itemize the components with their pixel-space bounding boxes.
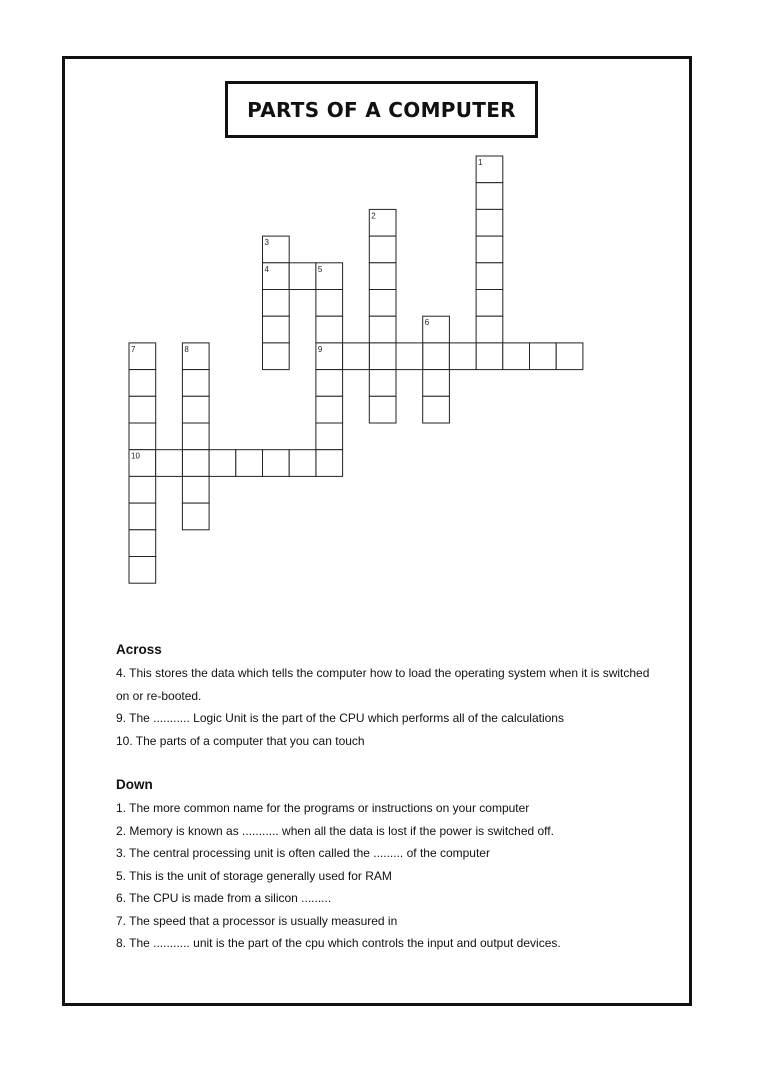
down-heading: Down (116, 777, 153, 792)
crossword-cell[interactable] (476, 343, 503, 370)
crossword-cell[interactable] (182, 450, 209, 477)
across-clue: 9. The ........... Logic Unit is the part of the CPU which performs all of the calculations (116, 711, 564, 725)
crossword-cell[interactable] (236, 450, 263, 477)
crossword-cell[interactable] (476, 263, 503, 290)
cell-number: 3 (264, 238, 269, 248)
crossword-cell[interactable] (129, 530, 156, 557)
crossword-cell[interactable] (316, 396, 343, 423)
cell-number: 1 (478, 158, 483, 167)
across-clue: 4. This stores the data which tells the computer how to load the operating system when it is switched on or re-booted. (116, 666, 650, 703)
crossword-cell[interactable] (476, 316, 503, 343)
crossword-cell[interactable] (476, 290, 503, 317)
crossword-cell[interactable] (343, 343, 370, 370)
cell-number: 10 (131, 451, 140, 461)
cell-number: 9 (317, 344, 323, 354)
crossword-cell[interactable] (556, 343, 583, 370)
crossword-cell[interactable] (423, 370, 450, 397)
crossword-cell[interactable] (369, 316, 396, 343)
crossword-cell[interactable] (369, 343, 396, 370)
crossword-cell[interactable] (263, 290, 290, 317)
cell-number: 2 (371, 211, 376, 221)
crossword-cell[interactable] (503, 343, 530, 370)
crossword-cell[interactable] (316, 290, 343, 317)
crossword-cell[interactable] (369, 290, 396, 317)
crossword-cell[interactable] (476, 183, 503, 210)
cell-number: 6 (424, 318, 430, 328)
crossword-cell[interactable] (182, 503, 209, 530)
cell-number: 7 (131, 344, 136, 354)
crossword-cell[interactable] (129, 370, 156, 397)
crossword-cell[interactable] (263, 343, 290, 370)
crossword-cell[interactable] (316, 423, 343, 450)
page-title: PARTS OF A COMPUTER (247, 97, 516, 122)
down-clue: 8. The ........... unit is the part of the cpu which controls the input and output devices. (116, 936, 561, 950)
down-clue: 2. Memory is known as ........... when all the data is lost if the power is switched off. (116, 823, 554, 838)
down-clue: 3. The central processing unit is often called the ......... of the computer (116, 846, 490, 860)
crossword-cell[interactable] (182, 370, 209, 397)
crossword-cell[interactable] (449, 343, 476, 370)
cell-number: 5 (317, 264, 323, 274)
crossword-cell[interactable] (129, 423, 156, 450)
crossword-cell[interactable] (182, 396, 209, 423)
crossword-cell[interactable] (369, 370, 396, 397)
down-clue: 5. This is the unit of storage generally used for RAM (116, 868, 392, 883)
crossword-cell[interactable] (369, 396, 396, 423)
crossword-cell[interactable] (263, 450, 290, 477)
crossword-cell[interactable] (182, 423, 209, 450)
cell-number: 8 (184, 344, 189, 354)
crossword-cell[interactable] (289, 450, 316, 477)
crossword-cell[interactable] (369, 236, 396, 263)
crossword-cell[interactable] (156, 450, 183, 477)
across-clue: 10. The parts of a computer that you can touch (116, 733, 365, 748)
crossword-cell[interactable] (316, 450, 343, 477)
crossword-cell[interactable] (209, 450, 236, 477)
crossword-cell[interactable] (423, 396, 450, 423)
crossword-cell[interactable] (476, 236, 503, 263)
crossword-cell[interactable] (182, 476, 209, 503)
crossword-cell[interactable] (423, 343, 450, 370)
down-clue: 1. The more common name for the programs or instructions on your computer (116, 801, 530, 815)
crossword-cell[interactable] (129, 396, 156, 423)
crossword-cell[interactable] (369, 263, 396, 290)
crossword-cell[interactable] (263, 316, 290, 343)
crossword-cell[interactable] (289, 263, 316, 290)
down-clue-list (116, 797, 656, 955)
down-clue: 7. The speed that a processor is usually measured in (116, 913, 398, 928)
crossword-cell[interactable] (396, 343, 423, 370)
across-clue-list (116, 662, 656, 752)
crossword-cell[interactable] (129, 503, 156, 530)
crossword-cell[interactable] (476, 209, 503, 236)
crossword-cell[interactable] (316, 370, 343, 397)
crossword-cell[interactable] (129, 557, 156, 584)
cell-number: 4 (264, 264, 269, 274)
crossword-cell[interactable] (530, 343, 557, 370)
crossword-cell[interactable] (129, 476, 156, 503)
down-clue: 6. The CPU is made from a silicon ......... (116, 891, 332, 905)
crossword-cell[interactable] (316, 316, 343, 343)
across-heading: Across (116, 642, 162, 657)
